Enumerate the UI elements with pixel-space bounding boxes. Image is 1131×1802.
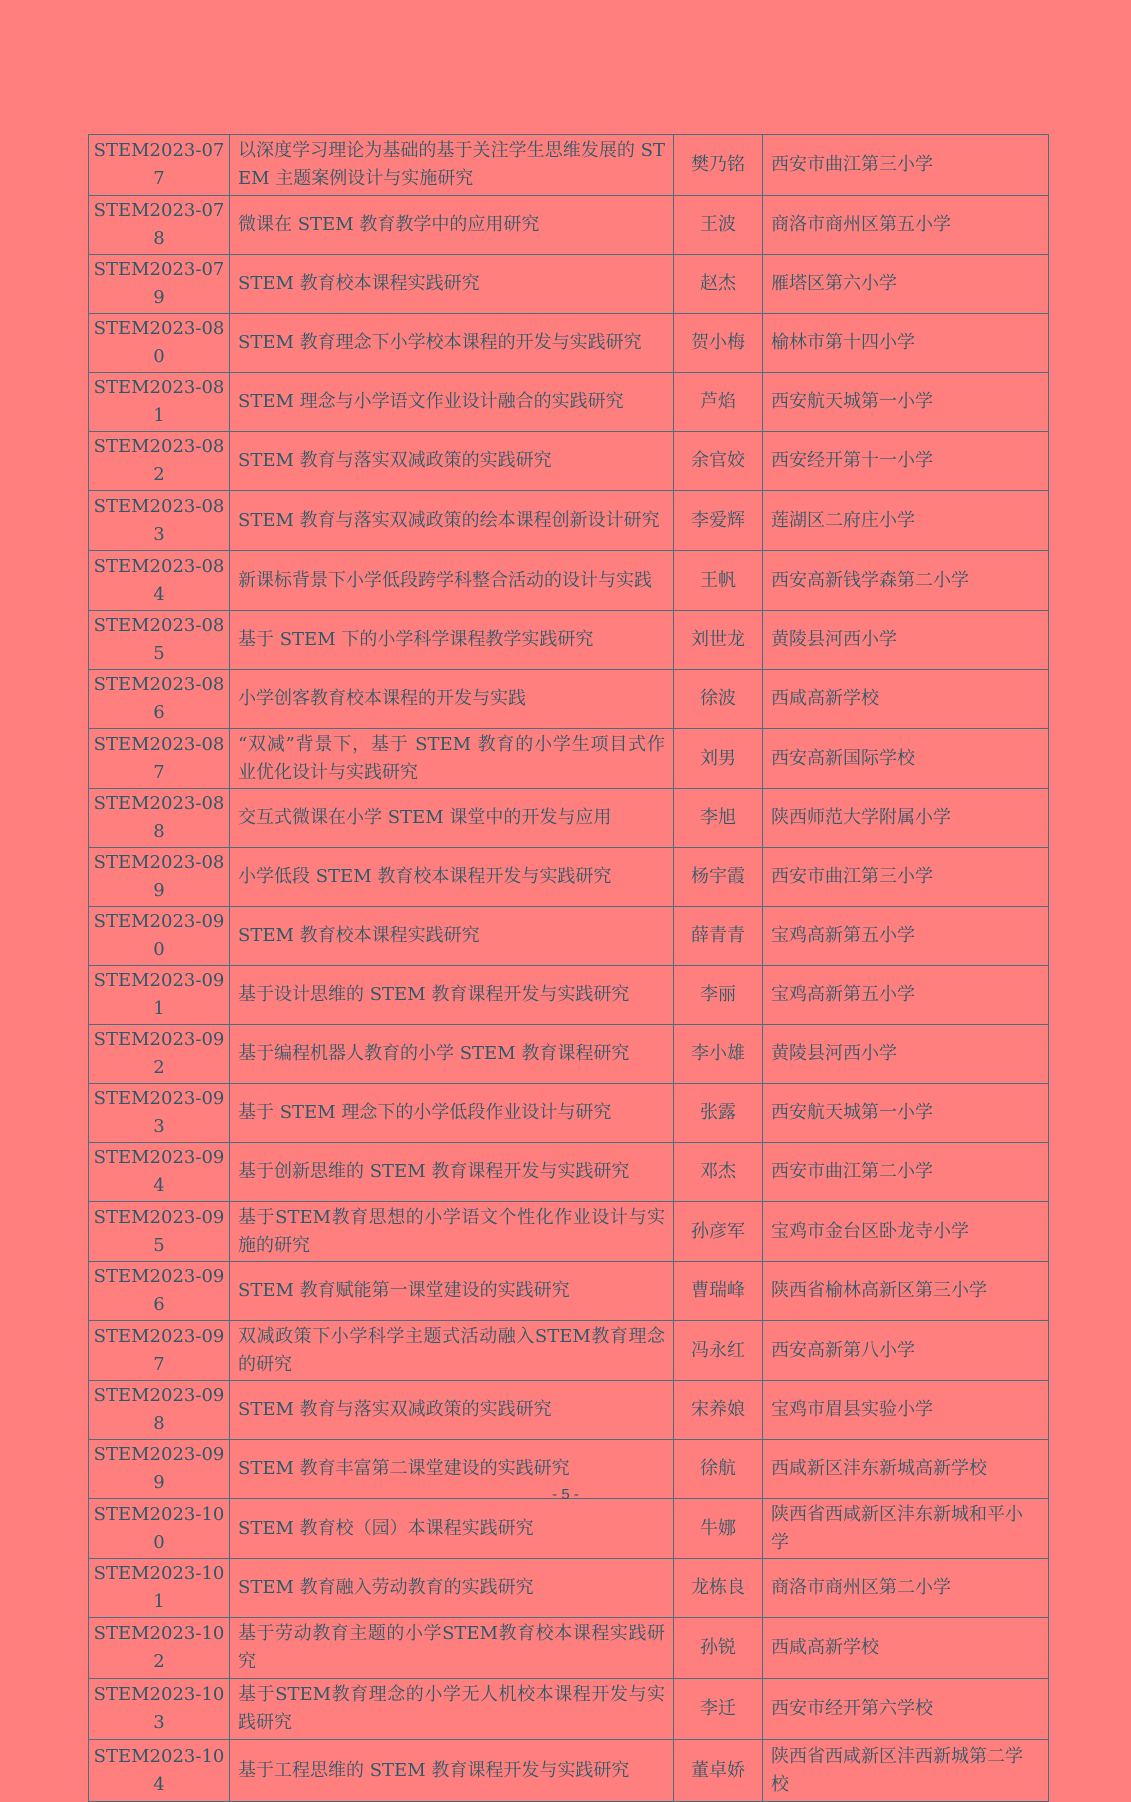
- school-cell: 西安航天城第一小学: [763, 1084, 1049, 1143]
- project-code-cell: STEM2023-084: [89, 551, 230, 611]
- project-code-cell: STEM2023-086: [89, 670, 230, 729]
- project-title-cell: STEM 教育校本课程实践研究: [230, 255, 674, 314]
- school-cell: 西咸高新学校: [763, 670, 1049, 729]
- project-code-cell: STEM2023-081: [89, 373, 230, 432]
- school-cell: 莲湖区二府庄小学: [763, 491, 1049, 551]
- table-row: [89, 1559, 1049, 1618]
- school-cell: 西安市曲江第三小学: [763, 848, 1049, 907]
- leader-name-cell: 余官姣: [674, 432, 763, 491]
- table-row: [89, 1202, 1049, 1262]
- table-row: [89, 1499, 1049, 1559]
- leader-name-cell: 王波: [674, 196, 763, 255]
- leader-name-cell: 徐波: [674, 670, 763, 729]
- leader-name-cell: 李丽: [674, 966, 763, 1025]
- table-row: [89, 966, 1049, 1025]
- project-code-cell: STEM2023-103: [89, 1679, 230, 1740]
- project-code-cell: STEM2023-090: [89, 907, 230, 966]
- school-cell: 商洛市商州区第二小学: [763, 1559, 1049, 1618]
- leader-name-cell: 李爱辉: [674, 491, 763, 551]
- project-code-cell: STEM2023-092: [89, 1025, 230, 1084]
- leader-name-cell: 冯永红: [674, 1321, 763, 1381]
- project-code-cell: STEM2023-079: [89, 255, 230, 314]
- project-code-cell: STEM2023-093: [89, 1084, 230, 1143]
- project-code-cell: STEM2023-082: [89, 432, 230, 491]
- school-cell: 宝鸡高新第五小学: [763, 966, 1049, 1025]
- table-row: [89, 670, 1049, 729]
- project-title-cell: STEM 教育校（园）本课程实践研究: [230, 1499, 674, 1559]
- project-code-cell: STEM2023-094: [89, 1143, 230, 1202]
- project-title-cell: 小学创客教育校本课程的开发与实践: [230, 670, 674, 729]
- leader-name-cell: 赵杰: [674, 255, 763, 314]
- leader-name-cell: 王帆: [674, 551, 763, 611]
- project-title-cell: “双减”背景下，基于 STEM 教育的小学生项目式作业优化设计与实践研究: [230, 729, 674, 789]
- leader-name-cell: 樊乃铭: [674, 135, 763, 196]
- school-cell: 西安市经开第六学校: [763, 1679, 1049, 1740]
- project-title-cell: 交互式微课在小学 STEM 课堂中的开发与应用: [230, 789, 674, 848]
- project-table-body: [89, 135, 1049, 1802]
- leader-name-cell: 宋养娘: [674, 1381, 763, 1440]
- project-title-cell: 双减政策下小学科学主题式活动融入STEM教育理念的研究: [230, 1321, 674, 1381]
- project-title-cell: STEM 教育与落实双减政策的绘本课程创新设计研究: [230, 491, 674, 551]
- project-code-cell: STEM2023-101: [89, 1559, 230, 1618]
- school-cell: 黄陵县河西小学: [763, 611, 1049, 670]
- project-title-cell: 新课标背景下小学低段跨学科整合活动的设计与实践: [230, 551, 674, 611]
- leader-name-cell: 张露: [674, 1084, 763, 1143]
- school-cell: 西安市曲江第二小学: [763, 1143, 1049, 1202]
- table-row: [89, 196, 1049, 255]
- table-row: [89, 432, 1049, 491]
- leader-name-cell: 芦焰: [674, 373, 763, 432]
- project-title-cell: STEM 教育校本课程实践研究: [230, 907, 674, 966]
- project-title-cell: 基于工程思维的 STEM 教育课程开发与实践研究: [230, 1740, 674, 1802]
- table-row: [89, 373, 1049, 432]
- project-code-cell: STEM2023-087: [89, 729, 230, 789]
- leader-name-cell: 贺小梅: [674, 314, 763, 373]
- project-code-cell: STEM2023-104: [89, 1740, 230, 1802]
- table-row: [89, 1143, 1049, 1202]
- leader-name-cell: 牛娜: [674, 1499, 763, 1559]
- project-title-cell: 基于劳动教育主题的小学STEM教育校本课程实践研究: [230, 1618, 674, 1679]
- school-cell: 西安经开第十一小学: [763, 432, 1049, 491]
- project-code-cell: STEM2023-085: [89, 611, 230, 670]
- school-cell: 雁塔区第六小学: [763, 255, 1049, 314]
- project-title-cell: 以深度学习理论为基础的基于关注学生思维发展的 STEM 主题案例设计与实施研究: [230, 135, 674, 196]
- leader-name-cell: 邓杰: [674, 1143, 763, 1202]
- project-title-cell: 基于编程机器人教育的小学 STEM 教育课程研究: [230, 1025, 674, 1084]
- project-title-cell: STEM 教育理念下小学校本课程的开发与实践研究: [230, 314, 674, 373]
- school-cell: 西安市曲江第三小学: [763, 135, 1049, 196]
- school-cell: 榆林市第十四小学: [763, 314, 1049, 373]
- leader-name-cell: 杨宇霞: [674, 848, 763, 907]
- school-cell: 黄陵县河西小学: [763, 1025, 1049, 1084]
- project-title-cell: 基于创新思维的 STEM 教育课程开发与实践研究: [230, 1143, 674, 1202]
- project-title-cell: STEM 教育赋能第一课堂建设的实践研究: [230, 1262, 674, 1321]
- school-cell: 陕西省榆林高新区第三小学: [763, 1262, 1049, 1321]
- table-row: [89, 611, 1049, 670]
- school-cell: 商洛市商州区第五小学: [763, 196, 1049, 255]
- page-number: - 5 -: [552, 1486, 579, 1503]
- leader-name-cell: 董卓娇: [674, 1740, 763, 1802]
- table-row: [89, 1025, 1049, 1084]
- table-row: [89, 1381, 1049, 1440]
- table-row: [89, 729, 1049, 789]
- table-row: [89, 1618, 1049, 1679]
- school-cell: 陕西省西咸新区沣东新城和平小学: [763, 1499, 1049, 1559]
- table-row: [89, 1740, 1049, 1802]
- leader-name-cell: 李小雄: [674, 1025, 763, 1084]
- school-cell: 西安高新第八小学: [763, 1321, 1049, 1381]
- project-code-cell: STEM2023-078: [89, 196, 230, 255]
- project-title-cell: 基于 STEM 下的小学科学课程教学实践研究: [230, 611, 674, 670]
- table-row: [89, 551, 1049, 611]
- table-row: [89, 1321, 1049, 1381]
- table-row: [89, 314, 1049, 373]
- table-row: [89, 789, 1049, 848]
- project-title-cell: STEM 理念与小学语文作业设计融合的实践研究: [230, 373, 674, 432]
- project-code-cell: STEM2023-083: [89, 491, 230, 551]
- project-code-cell: STEM2023-099: [89, 1440, 230, 1499]
- project-title-cell: 小学低段 STEM 教育校本课程开发与实践研究: [230, 848, 674, 907]
- project-code-cell: STEM2023-091: [89, 966, 230, 1025]
- table-row: [89, 491, 1049, 551]
- project-code-cell: STEM2023-097: [89, 1321, 230, 1381]
- project-title-cell: 基于STEM教育思想的小学语文个性化作业设计与实施的研究: [230, 1202, 674, 1262]
- project-title-cell: 基于设计思维的 STEM 教育课程开发与实践研究: [230, 966, 674, 1025]
- leader-name-cell: 龙栋良: [674, 1559, 763, 1618]
- project-title-cell: 微课在 STEM 教育教学中的应用研究: [230, 196, 674, 255]
- project-title-cell: 基于 STEM 理念下的小学低段作业设计与研究: [230, 1084, 674, 1143]
- leader-name-cell: 孙彦军: [674, 1202, 763, 1262]
- school-cell: 西安高新钱学森第二小学: [763, 551, 1049, 611]
- school-cell: 陕西省西咸新区沣西新城第二学校: [763, 1740, 1049, 1802]
- leader-name-cell: 曹瑞峰: [674, 1262, 763, 1321]
- project-code-cell: STEM2023-100: [89, 1499, 230, 1559]
- table-row: [89, 1084, 1049, 1143]
- leader-name-cell: 孙锐: [674, 1618, 763, 1679]
- project-code-cell: STEM2023-096: [89, 1262, 230, 1321]
- leader-name-cell: 刘男: [674, 729, 763, 789]
- project-title-cell: STEM 教育丰富第二课堂建设的实践研究: [230, 1440, 674, 1499]
- leader-name-cell: 徐航: [674, 1440, 763, 1499]
- project-code-cell: STEM2023-102: [89, 1618, 230, 1679]
- project-title-cell: 基于STEM教育理念的小学无人机校本课程开发与实践研究: [230, 1679, 674, 1740]
- table-row: [89, 848, 1049, 907]
- table-row: [89, 907, 1049, 966]
- table-row: [89, 255, 1049, 314]
- leader-name-cell: 刘世龙: [674, 611, 763, 670]
- school-cell: 西咸新区沣东新城高新学校: [763, 1440, 1049, 1499]
- project-title-cell: STEM 教育融入劳动教育的实践研究: [230, 1559, 674, 1618]
- school-cell: 西安航天城第一小学: [763, 373, 1049, 432]
- project-title-cell: STEM 教育与落实双减政策的实践研究: [230, 432, 674, 491]
- project-code-cell: STEM2023-080: [89, 314, 230, 373]
- table-row: [89, 1262, 1049, 1321]
- leader-name-cell: 李旭: [674, 789, 763, 848]
- project-code-cell: STEM2023-089: [89, 848, 230, 907]
- project-code-cell: STEM2023-077: [89, 135, 230, 196]
- school-cell: 宝鸡高新第五小学: [763, 907, 1049, 966]
- table-row: [89, 135, 1049, 196]
- project-table: [88, 134, 1049, 1802]
- project-code-cell: STEM2023-098: [89, 1381, 230, 1440]
- school-cell: 陕西师范大学附属小学: [763, 789, 1049, 848]
- school-cell: 西咸高新学校: [763, 1618, 1049, 1679]
- project-code-cell: STEM2023-095: [89, 1202, 230, 1262]
- leader-name-cell: 薛青青: [674, 907, 763, 966]
- school-cell: 宝鸡市眉县实验小学: [763, 1381, 1049, 1440]
- leader-name-cell: 李迁: [674, 1679, 763, 1740]
- project-title-cell: STEM 教育与落实双减政策的实践研究: [230, 1381, 674, 1440]
- school-cell: 西安高新国际学校: [763, 729, 1049, 789]
- table-row: [89, 1679, 1049, 1740]
- project-code-cell: STEM2023-088: [89, 789, 230, 848]
- school-cell: 宝鸡市金台区卧龙寺小学: [763, 1202, 1049, 1262]
